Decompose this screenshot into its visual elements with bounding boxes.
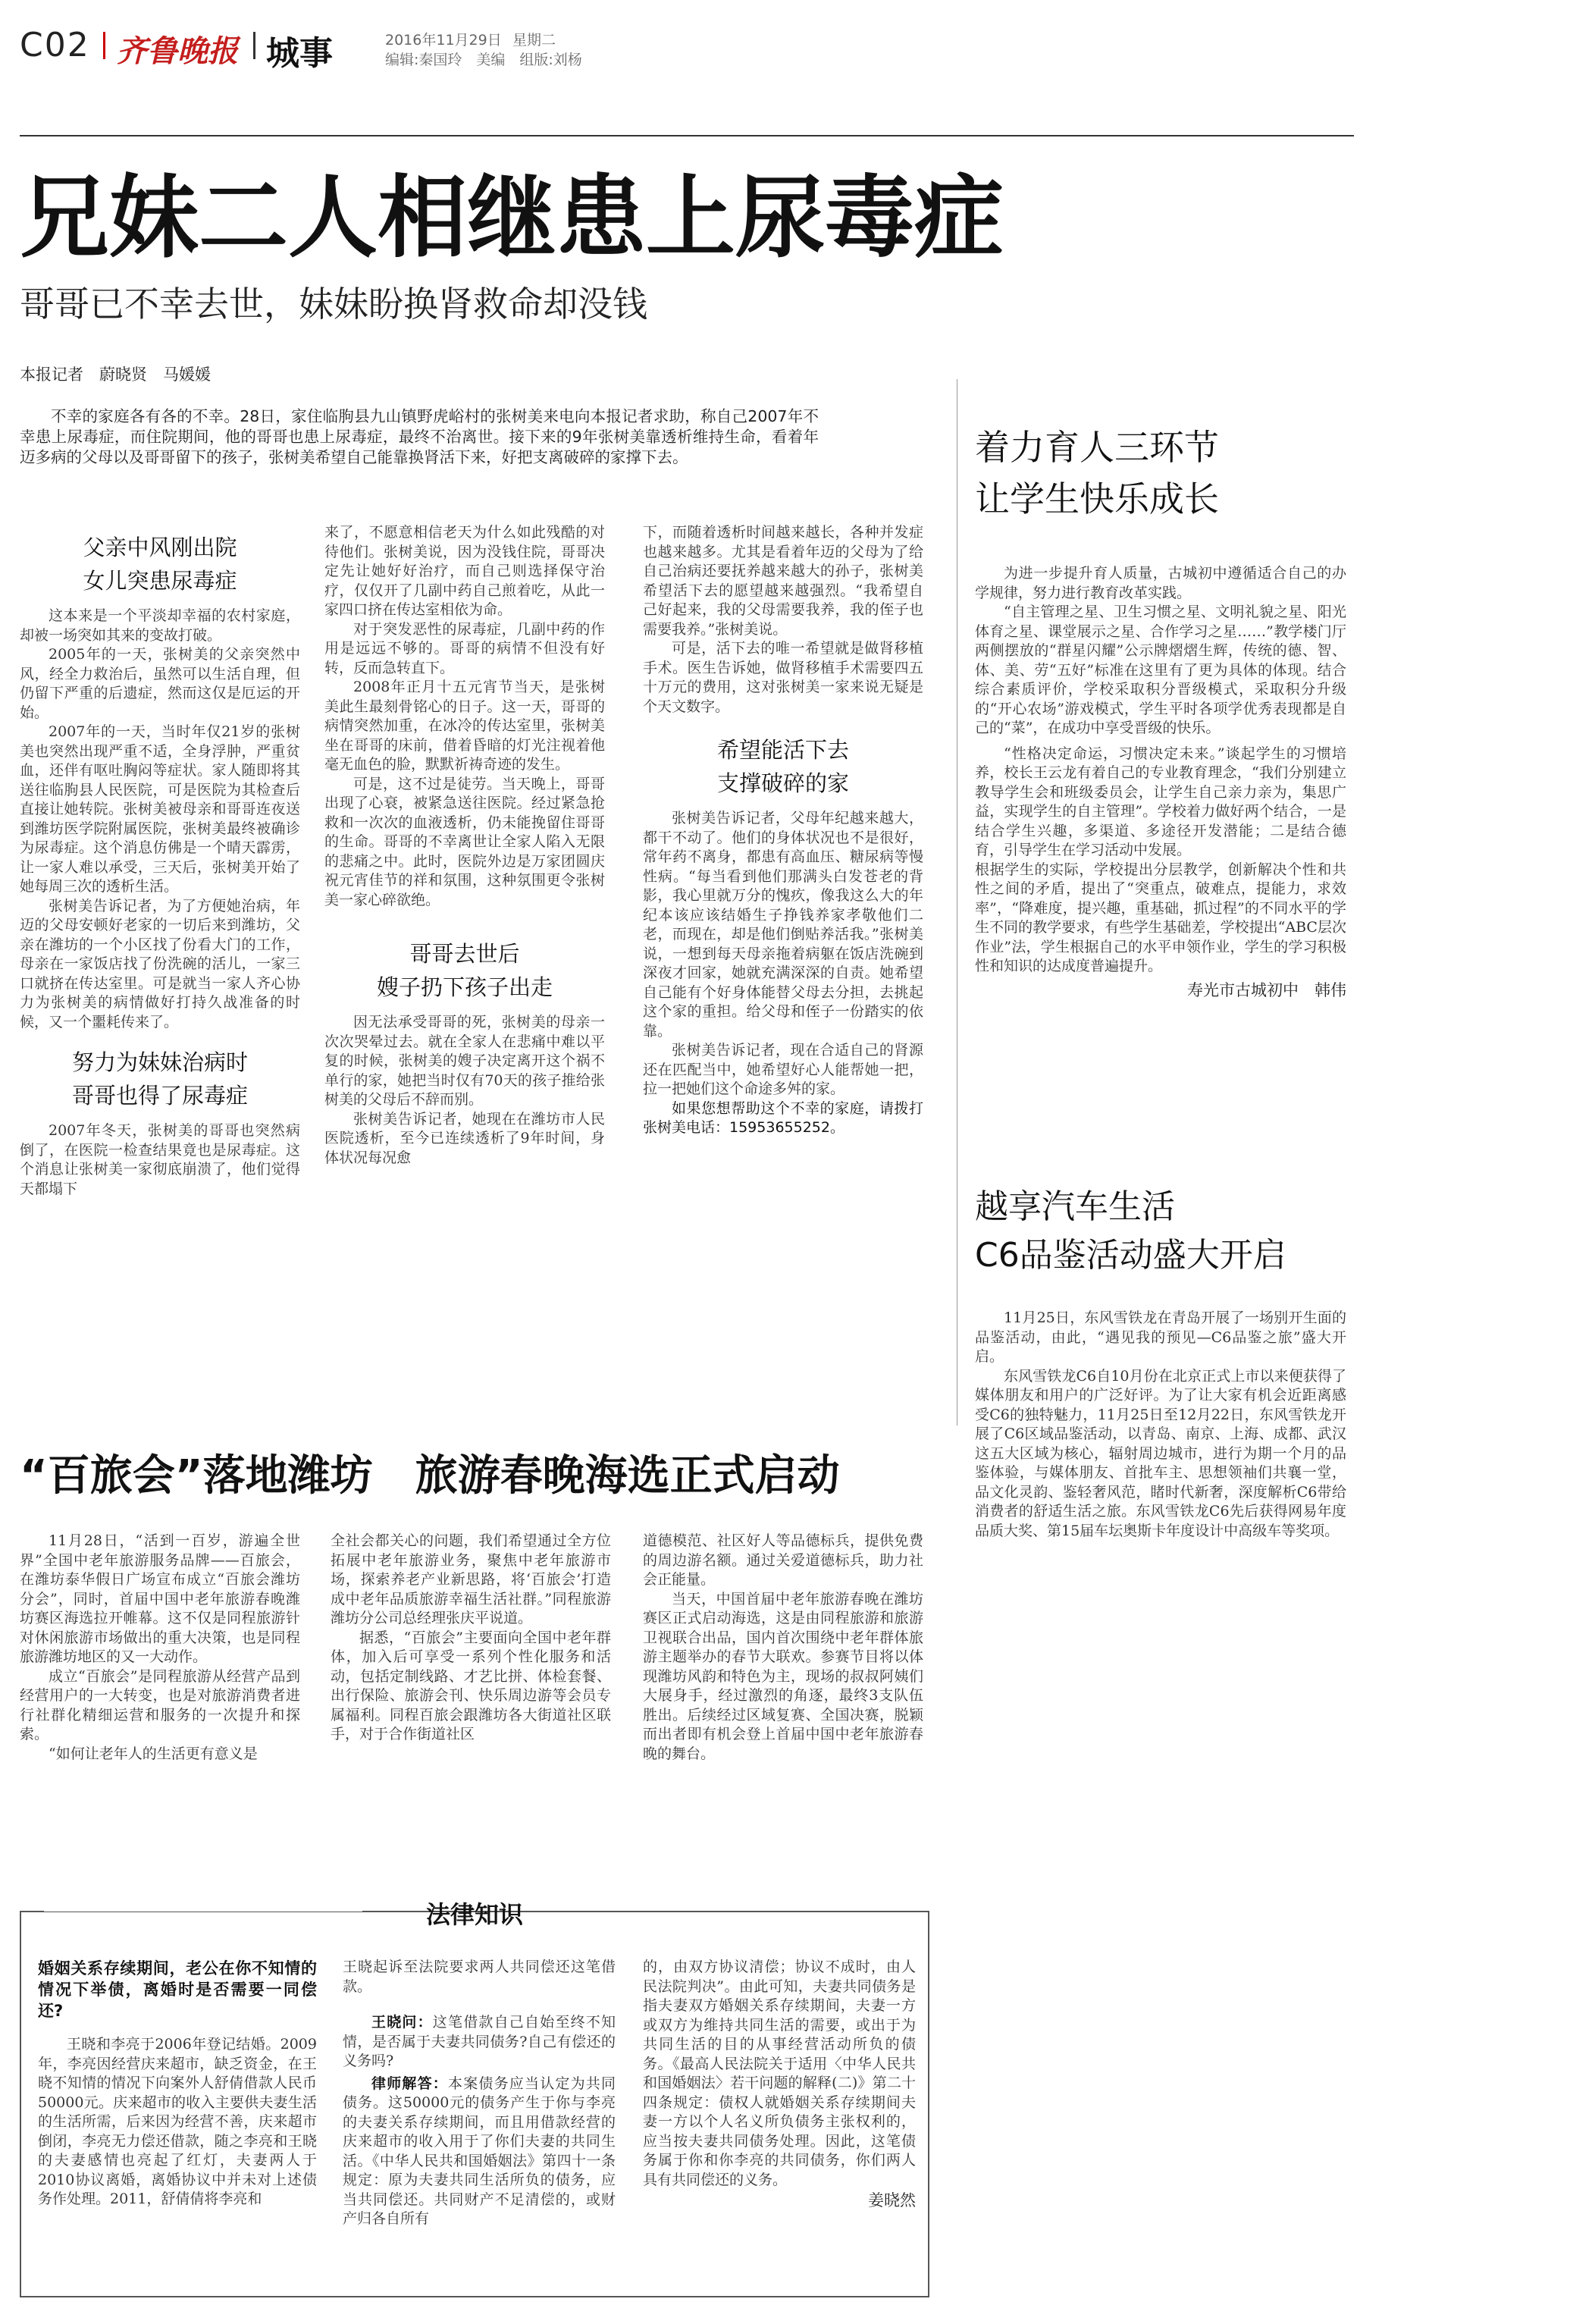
paragraph: 张树美告诉记者，父母年纪越来越大，都干不动了。他们的身体状况也不是很好，常年药不离身，都患有高血压、糖尿病等慢性病。“每当看到他们那满头白发苍老的背影，我心里就万分的愧疚，像我这么大的年纪本该应该结婚生子挣钱养家孝敬他们二老，而现在，却是他们倒贴养活我。”张树美说，一想到每天母亲拖着病躯在饭店洗碗到深夜才回家，她就充满深深的自责。她希望自己能有个好身体能替父母去分担，去挑起这个家的重担。给父母和侄子一份踏实的依靠。 xyxy=(643,810,923,1040)
law-column-1 xyxy=(38,1958,317,2210)
law-box-title: 法律知识 xyxy=(425,1900,523,1929)
question-text: 这笔借款自己自始至终不知情，是否属于夫妻共同债务?自己有偿还的义务吗? xyxy=(343,2014,616,2069)
travel-column-1 xyxy=(20,1532,300,1764)
law-column-3 xyxy=(643,1958,916,2211)
lead-col1-heading2-line-2: 哥哥也得了尿毒症 xyxy=(71,1083,248,1109)
paragraph: 下，而随着透析时间越来越长，各种并发症也越来越多。尤其是看着年迈的父母为了给自己治病还要抚养越来越大的孙子，张树美希望活下去的愿望越来越强烈。“我希望自己好起来，我的父母需要我养，我的侄子也需要我养。”张树美说。 xyxy=(643,524,923,638)
lead-col3-heading-line-2: 支撑破碎的家 xyxy=(716,770,849,796)
paragraph: 为进一步提升育人质量，古城初中遵循适合自己的办学规律，努力进行教育改革实践。 xyxy=(975,565,1346,601)
side2-text xyxy=(975,1309,1346,1541)
paragraph: 东风雪铁龙C6自10月份在北京正式上市以来便获得了媒体朋友和用户的广泛好评。为了让大家有机会近距离感受C6的独特魅力，11月25日至12月22日，东风雪铁龙开展了C6区域品鉴活动，以青岛、南京、上海、成都、武汉这五大区域为核心，辐射周边城市，进行为期一个月的品鉴体验，与媒体朋友、首批车主、思想领袖们共襄一堂，品文化灵韵、鉴轻奢风范，睹时代新奢，深度解析C6带给消费者的舒适生活之旅。东风雪铁龙C6先后获得网易年度品质大奖、第15届车坛奥斯卡年度设计中高级车等奖项。 xyxy=(975,1367,1346,1539)
paragraph: 11月28日，“活到一百岁，游遍全世界”全国中老年旅游服务品牌——百旅会，在潍坊泰华假日广场宣布成立“百旅会潍坊分会”，同时，首届中国中老年旅游春晚潍坊赛区海选拉开帷幕。这不仅是同程旅游针对休闲旅游市场做出的重大决策，也是同程旅游潍坊地区的又一大动作。 xyxy=(20,1532,300,1665)
lead-col2-text-2 xyxy=(324,1013,605,1168)
travel-column-2 xyxy=(331,1532,611,1745)
side1-text xyxy=(975,564,1346,977)
paragraph: 王晓起诉至法院要求两人共同偿还这笔借款。 xyxy=(343,1959,616,1995)
issue-date: 2016年11月29日 xyxy=(385,32,502,49)
lead-col1-heading-line-1: 父亲中风刚出院 xyxy=(83,535,237,560)
paragraph xyxy=(343,2013,616,2072)
lead-col2-text xyxy=(324,523,605,910)
law-question-title: 婚姻关系存续期间，老公在你不知情的情况下举债，离婚时是否需要一同偿还? xyxy=(38,1959,317,2020)
law-author: 姜晓然 xyxy=(868,2191,916,2210)
paragraph: 张树美告诉记者，她现在在潍坊市人民医院透析，至今已连续透析了9年时间，身体状况每况愈 xyxy=(324,1110,605,1166)
masthead-divider-2 xyxy=(253,32,255,59)
lead-col3-heading xyxy=(643,733,923,800)
paragraph: 来了，不愿意相信老天为什么如此残酷的对待他们。张树美说，因为没钱住院，哥哥决定先让她好好治疗，而自己则选择保守治疗，仅仅开了几副中药自己煎着吃，从此一家四口挤在传达室相依为命。 xyxy=(324,524,605,618)
law-title-rule-left xyxy=(44,1911,362,1912)
law-col1-text xyxy=(38,2035,317,2210)
paragraph xyxy=(343,2075,616,2229)
lead-col3-heading-line-1: 希望能活下去 xyxy=(716,737,849,763)
side-article-1 xyxy=(975,422,1346,1001)
side2-headline-line-2: C6品鉴活动盛大开启 xyxy=(975,1236,1286,1275)
lead-col1-heading2-line-1: 努力为妹妹治病时 xyxy=(71,1049,248,1075)
paragraph: 张树美告诉记者，现在合适自己的肾源还在匹配当中，她希望好心人能帮她一把，拉一把她们这个命途多舛的家。 xyxy=(643,1042,923,1097)
issue-weekday: 星期二 xyxy=(512,32,556,49)
lead-col2-heading-line-1: 哥哥去世后 xyxy=(409,941,520,967)
lead-column-3 xyxy=(643,523,923,1138)
paragraph: “性格决定命运，习惯决定未来。”谈起学生的习惯培养，校长王云龙有着自己的专业教育理念，“我们分别建立教导学生会和班级委员会，让学生自己亲力亲为，集思广益，实现学生的自主管理”。学校着力做好两个结合，一是结合学生兴趣，多渠道、多途径开发潜能；二是结合德育，引导学生在学习活动中发展。 xyxy=(975,745,1346,858)
masthead-divider xyxy=(103,32,105,59)
side1-headline-line-1: 着力育人三环节 xyxy=(975,427,1219,468)
contact-phone: 如果您想帮助这个不幸的家庭，请拨打张树美电话：15953655252。 xyxy=(643,1099,923,1136)
question-label: 王晓问： xyxy=(371,2014,433,2031)
masthead xyxy=(20,26,1354,71)
travel-headline: “百旅会”落地潍坊 旅游春晚海选正式启动 xyxy=(20,1451,840,1501)
lead-col2-heading-line-2: 嫂子扔下孩子出走 xyxy=(376,974,553,1000)
side1-byline: 寿光市古城初中 韩伟 xyxy=(1187,980,1346,999)
lead-col1-text-2 xyxy=(20,1121,300,1199)
paragraph: 可是，活下去的唯一希望就是做肾移植手术。医生告诉她，做肾移植手术需要四五十万元的费用，这对张树美一家来说无疑是个天文数字。 xyxy=(643,640,923,715)
side2-headline xyxy=(975,1183,1346,1280)
paragraph: “如何让老年人的生活更有意义是 xyxy=(49,1745,258,1762)
lead-col1-text xyxy=(20,607,300,1032)
lead-column-1 xyxy=(20,531,300,1199)
lead-column-2 xyxy=(324,523,605,1168)
paragraph: 张树美告诉记者，为了方便她治病，年迈的父母安顿好老家的一切后来到潍坊，父亲在潍坊的一个小区找了份看大门的工作，母亲在一家饭店找了份洗碗的活儿，一家三口就挤在传达室里。可是就当一家人齐心协力为张树美的病情做好打持久战准备的时候，又一个噩耗传来了。 xyxy=(20,897,300,1030)
paragraph: 11月25日，东风雪铁龙在青岛开展了一场别开生面的品鉴活动，由此，“遇见我的预见—C6品鉴之旅”盛大开启。 xyxy=(975,1309,1346,1365)
paragraph: 这本来是一个平淡却幸福的农村家庭，却被一场突如其来的变故打破。 xyxy=(20,607,300,644)
lead-subheadline: 哥哥已不幸去世，妹妹盼换肾救命却没钱 xyxy=(20,284,647,325)
answer-text: 本案债务应当认定为共同债务。这50000元的债务产生于你与李亮的夫妻关系存续期间，而且用借款经营的庆来超市的收入用于了你们夫妻的共同生活。《中华人民共和国婚姻法》第四十一条规定：原为夫妻共同生活所负的债务，应当共同偿还。共同财产不足清偿的，或财产归各自所有 xyxy=(343,2075,616,2227)
editors-line: 编辑:秦国玲 美编 组版:刘杨 xyxy=(385,52,582,68)
paragraph: 因无法承受哥哥的死，张树美的母亲一次次哭晕过去。就在全家人在悲痛中难以平复的时候，张树美的嫂子决定离开这个祸不单行的家，她把当时仅有70天的孩子推给张树美的父母后不辞而别。 xyxy=(324,1014,605,1108)
lead-col3-text-2 xyxy=(643,809,923,1138)
paper-name-logo: 齐鲁晚报 xyxy=(117,33,238,69)
side1-headline-line-2: 让学生快乐成长 xyxy=(975,478,1219,519)
paragraph: 可是，这不过是徒劳。当天晚上，哥哥出现了心衰，被紧急送往医院。经过紧急抢救和一次次的血液透析，仍未能挽留住哥哥的生命。哥哥的不幸离世让全家人陷入无限的悲痛之中。此时，医院外边是万家团圆庆祝元宵佳节的祥和氛围，这种氛围更令张树美一家心碎欲绝。 xyxy=(324,775,605,908)
paragraph: 道德模范、社区好人等品德标兵，提供免费的周边游名额。通过关爱道德标兵，助力社会正能量。 xyxy=(643,1532,923,1588)
lead-col1-heading-2 xyxy=(20,1046,300,1112)
lead-headline: 兄妹二人相继患上尿毒症 xyxy=(20,165,1004,270)
paragraph: 成立“百旅会”是同程旅游从经营产品到经营用户的一大转变，也是对旅游消费者进行社群化精细运营和服务的一次提升和探索。 xyxy=(20,1667,300,1742)
paragraph: 2008年正月十五元宵节当天，是张树美此生最刻骨铭心的日子。这一天，哥哥的病情突然加重，在冰冷的传达室里，张树美坐在哥哥的床前，借着昏暗的灯光注视着他毫无血色的脸，默默祈祷奇迹的发生。 xyxy=(324,679,605,773)
side-article-2 xyxy=(975,1183,1346,1541)
lead-col1-heading-line-2: 女儿突患尿毒症 xyxy=(83,568,237,594)
lead-col3-text xyxy=(643,523,923,717)
answer-label: 律师解答： xyxy=(371,2075,448,2092)
paragraph: 全社会都关心的问题，我们希望通过全方位拓展中老年旅游业务，聚焦中老年旅游市场，探索养老产业新思路，将‘百旅会’打造成中老年品质旅游幸福生活社群。”同程旅游潍坊分公司总经理张庆平说道。 xyxy=(331,1532,611,1626)
paragraph: 2005年的一天，张树美的父亲突然中风，经全力救治后，虽然可以生活自理，但仍留下严重的后遗症，然而这仅是厄运的开始。 xyxy=(20,646,300,721)
law-column-2 xyxy=(343,1958,616,2229)
lead-col1-heading xyxy=(20,531,300,597)
paragraph: 据悉，“百旅会”主要面向全国中老年群体，加入后可享受一系列个性化服务和活动，包括定制线路、才艺比拼、体检套餐、出行保险、旅游会刊、快乐周边游等会员专属福利。同程百旅会跟潍坊各大街道社区联手，对于合作街道社区 xyxy=(331,1629,611,1742)
paragraph: 对于突发恶性的尿毒症，几副中药的作用是远远不够的。哥哥的病情不但没有好转，反而急转直下。 xyxy=(324,620,605,676)
paragraph: “自主管理之星、卫生习惯之星、文明礼貌之星、阳光体育之星、课堂展示之星、合作学习之星……”教学楼门厅两侧摆放的“群星闪耀”公示牌熠熠生辉，传统的德、智、体、美、劳“五好”标准在这里有了更为具体的体现。结合综合素质评价，学校采取积分晋级模式，采取积分升级的“开心农场”游戏模式，学生平时各项学优秀表现都是自己的“菜”，在成功中享受晋级的快乐。 xyxy=(975,604,1346,736)
page-code: C02 xyxy=(20,26,90,64)
side1-headline xyxy=(975,422,1346,525)
paragraph: 根据学生的实际，学校提出分层教学，创新解决个性和共性之间的矛盾，提出了“突重点，破难点，提能力，求效率”，“降难度，提兴趣，重基础，抓过程”的不同水平的学生不同的教学要求，有些学生基础差，学校提出“ABC层次作业”法，学生根据自己的水平申领作业，学生的学习积极性和知识的达成度普遍提升。 xyxy=(975,861,1346,974)
lead-intro: 不幸的家庭各有各的不幸。28日，家住临朐县九山镇野虎峪村的张树美来电向本报记者求助，称自己2007年不幸患上尿毒症，而住院期间，他的哥哥也患上尿毒症，最终不治离世。接下来的9年张树美靠透析维持生命，看着年迈多病的父母以及哥哥留下的孩子，张树美希望自己能靠换肾活下来，好把支离破碎的家撑下去。 xyxy=(20,407,819,466)
lead-col2-heading xyxy=(324,937,605,1004)
side2-headline-line-1: 越享汽车生活 xyxy=(975,1187,1175,1226)
law-knowledge-box xyxy=(20,1900,929,2297)
lead-byline: 本报记者 蔚晓贤 马媛媛 xyxy=(20,365,211,384)
paragraph: 2007年冬天，张树美的哥哥也突然病倒了，在医院一检查结果竟也是尿毒症。这个消息让张树美一家彻底崩溃了，他们觉得天都塌下 xyxy=(20,1122,300,1197)
paragraph: 2007年的一天，当时年仅21岁的张树美也突然出现严重不适，全身浮肿，严重贫血，还伴有呕吐胸闷等症状。家人随即将其送往临朐县人民医院，可是医院为其检查后直接让她转院。张树美被母亲和哥哥连夜送到潍坊医学院附属医院，张树美最终被确诊为尿毒症。这个消息仿佛是一个晴天霹雳，让一家人难以承受，三天后，张树美开始了她每周三次的透析生活。 xyxy=(20,723,300,895)
travel-column-3 xyxy=(643,1532,923,1764)
paragraph: 当天，中国首届中老年旅游春晚在潍坊赛区正式启动海选，这是由同程旅游和旅游卫视联合出品，国内首次围绕中老年群体旅游主题举办的春节大联欢。参赛节目将以体现潍坊风韵和特色为主，现场的叔叔阿姨们大展身手，经过激烈的角逐，最终3支队伍胜出。后续经过区域复赛、全国决赛，脱颖而出者即有机会登上首届中国中老年旅游春晚的舞台。 xyxy=(643,1590,923,1762)
paragraph: 的，由双方协议清偿；协议不成时，由人民法院判决”。由此可知，夫妻共同债务是指夫妻双方婚姻关系存续期间，夫妻一方或双方为维持共同生活的需要，或出于为共同生活的目的从事经营活动所负的债务。《最高人民法院关于适用〈中华人民共和国婚姻法〉若干问题的解释(二)》第二十四条规定：债权人就婚姻关系存续期间夫妻一方以个人名义所负债务主张权利的，应当按夫妻共同债务处理。因此，这笔债务属于你和你李亮的共同债务，你们两人具有共同偿还的义务。 xyxy=(643,1959,916,2188)
section-title: 城事 xyxy=(266,34,333,73)
masthead-rule xyxy=(20,135,1354,136)
paragraph: 王晓和李亮于2006年登记结婚。2009年，李亮因经营庆来超市，缺乏资金，在王晓不知情的情况下向案外人舒倩借款人民币50000元。庆来超市的收入主要供夫妻生活的生活所需，后来因为经营不善，庆来超市倒闭，李亮无力偿还借款，随之李亮和王晓的夫妻感情也亮起了红灯，夫妻两人于2010协议离婚，离婚协议中并未对上述债务作处理。2011，舒倩倩将李亮和 xyxy=(38,2036,317,2207)
